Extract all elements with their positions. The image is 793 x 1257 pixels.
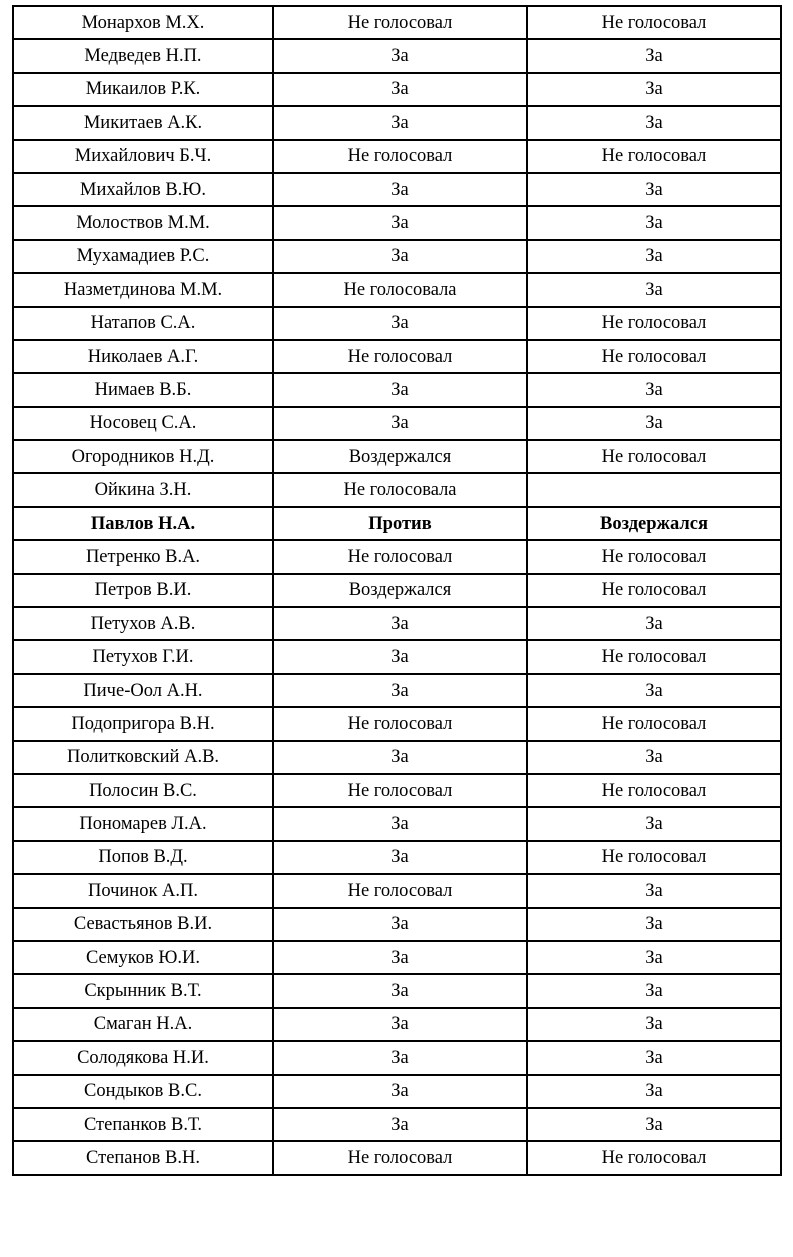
second-vote-cell: Не голосовал [527,841,781,874]
deputy-name-cell: Нимаев В.Б. [13,373,273,406]
deputy-name-cell: Степанков В.Т. [13,1108,273,1141]
second-vote-cell: За [527,373,781,406]
first-vote-cell: За [273,941,527,974]
deputy-name-cell: Пиче-Оол А.Н. [13,674,273,707]
second-vote-cell: За [527,1075,781,1108]
table-row [13,674,781,707]
second-vote-cell: Не голосовал [527,440,781,473]
table-row [13,6,781,39]
table-row [13,140,781,173]
second-vote-cell: За [527,607,781,640]
second-vote-cell [527,473,781,506]
deputy-name-cell: Михайлов В.Ю. [13,173,273,206]
table-row [13,240,781,273]
second-vote-cell: Воздержался [527,507,781,540]
first-vote-cell: За [273,1041,527,1074]
first-vote-cell: За [273,173,527,206]
second-vote-cell: Не голосовал [527,340,781,373]
first-vote-cell: За [273,674,527,707]
first-vote-cell: За [273,106,527,139]
deputy-name-cell: Натапов С.А. [13,307,273,340]
table-row [13,307,781,340]
table-row [13,874,781,907]
deputy-name-cell: Павлов Н.А. [13,507,273,540]
deputy-name-cell: Огородников Н.Д. [13,440,273,473]
deputy-name-cell: Микаилов Р.К. [13,73,273,106]
first-vote-cell: Против [273,507,527,540]
deputy-name-cell: Микитаев А.К. [13,106,273,139]
first-vote-cell: Воздержался [273,574,527,607]
table-row [13,908,781,941]
table-row [13,607,781,640]
second-vote-cell: За [527,240,781,273]
first-vote-cell: За [273,607,527,640]
first-vote-cell: Не голосовал [273,540,527,573]
second-vote-cell: За [527,741,781,774]
vote-table-body [13,6,781,1175]
first-vote-cell: Воздержался [273,440,527,473]
second-vote-cell: За [527,1041,781,1074]
first-vote-cell: Не голосовал [273,1141,527,1174]
first-vote-cell: Не голосовал [273,874,527,907]
table-row [13,373,781,406]
table-row [13,206,781,239]
table-row [13,507,781,540]
first-vote-cell: За [273,1008,527,1041]
first-vote-cell: За [273,974,527,1007]
deputy-name-cell: Петухов Г.И. [13,640,273,673]
table-row [13,841,781,874]
second-vote-cell: За [527,974,781,1007]
first-vote-cell: Не голосовал [273,340,527,373]
deputy-name-cell: Петухов А.В. [13,607,273,640]
table-row [13,1108,781,1141]
deputy-name-cell: Николаев А.Г. [13,340,273,373]
second-vote-cell: Не голосовал [527,140,781,173]
table-row [13,473,781,506]
table-row [13,73,781,106]
first-vote-cell: За [273,1108,527,1141]
deputy-name-cell: Петренко В.А. [13,540,273,573]
deputy-name-cell: Степанов В.Н. [13,1141,273,1174]
table-row [13,1008,781,1041]
deputy-name-cell: Сондыков В.С. [13,1075,273,1108]
table-row [13,941,781,974]
deputy-name-cell: Семуков Ю.И. [13,941,273,974]
deputy-name-cell: Попов В.Д. [13,841,273,874]
deputy-name-cell: Пономарев Л.А. [13,807,273,840]
second-vote-cell: За [527,874,781,907]
first-vote-cell: За [273,741,527,774]
second-vote-cell: Не голосовал [527,774,781,807]
table-row [13,540,781,573]
first-vote-cell: За [273,73,527,106]
first-vote-cell: Не голосовал [273,140,527,173]
second-vote-cell: Не голосовал [527,707,781,740]
first-vote-cell: За [273,407,527,440]
first-vote-cell: За [273,841,527,874]
second-vote-cell: За [527,173,781,206]
deputy-name-cell: Петров В.И. [13,574,273,607]
table-row [13,974,781,1007]
deputy-name-cell: Михайлович Б.Ч. [13,140,273,173]
deputy-name-cell: Носовец С.А. [13,407,273,440]
table-row [13,741,781,774]
first-vote-cell: За [273,240,527,273]
deputy-name-cell: Назметдинова М.М. [13,273,273,306]
second-vote-cell: За [527,941,781,974]
first-vote-cell: За [273,640,527,673]
second-vote-cell: За [527,106,781,139]
deputy-name-cell: Смаган Н.А. [13,1008,273,1041]
table-row [13,707,781,740]
first-vote-cell: Не голосовал [273,774,527,807]
table-row [13,1041,781,1074]
deputy-name-cell: Монархов М.Х. [13,6,273,39]
table-row [13,440,781,473]
table-row [13,273,781,306]
second-vote-cell: За [527,407,781,440]
table-row [13,807,781,840]
table-row [13,774,781,807]
first-vote-cell: За [273,307,527,340]
deputy-name-cell: Солодякова Н.И. [13,1041,273,1074]
table-row [13,39,781,72]
second-vote-cell: За [527,674,781,707]
first-vote-cell: За [273,39,527,72]
deputy-name-cell: Мухамадиев Р.С. [13,240,273,273]
first-vote-cell: Не голосовал [273,707,527,740]
second-vote-cell: За [527,807,781,840]
deputy-name-cell: Медведев Н.П. [13,39,273,72]
table-row [13,574,781,607]
table-row [13,173,781,206]
second-vote-cell: За [527,73,781,106]
deputy-name-cell: Полосин В.С. [13,774,273,807]
second-vote-cell: Не голосовал [527,1141,781,1174]
second-vote-cell: Не голосовал [527,540,781,573]
first-vote-cell: За [273,206,527,239]
second-vote-cell: За [527,1008,781,1041]
deputy-name-cell: Севастьянов В.И. [13,908,273,941]
deputy-name-cell: Политковский А.В. [13,741,273,774]
vote-table [12,5,782,1176]
table-row [13,407,781,440]
first-vote-cell: За [273,373,527,406]
second-vote-cell: За [527,206,781,239]
first-vote-cell: Не голосовала [273,473,527,506]
first-vote-cell: За [273,908,527,941]
second-vote-cell: За [527,1108,781,1141]
table-row [13,640,781,673]
deputy-name-cell: Молоствов М.М. [13,206,273,239]
first-vote-cell: За [273,807,527,840]
first-vote-cell: Не голосовал [273,6,527,39]
deputy-name-cell: Подопригора В.Н. [13,707,273,740]
second-vote-cell: Не голосовал [527,6,781,39]
deputy-name-cell: Скрынник В.Т. [13,974,273,1007]
table-row [13,1141,781,1174]
second-vote-cell: Не голосовал [527,640,781,673]
second-vote-cell: За [527,908,781,941]
second-vote-cell: Не голосовал [527,307,781,340]
table-row [13,340,781,373]
second-vote-cell: Не голосовал [527,574,781,607]
first-vote-cell: За [273,1075,527,1108]
second-vote-cell: За [527,273,781,306]
first-vote-cell: Не голосовала [273,273,527,306]
second-vote-cell: За [527,39,781,72]
table-row [13,1075,781,1108]
deputy-name-cell: Починок А.П. [13,874,273,907]
deputy-name-cell: Ойкина З.Н. [13,473,273,506]
table-row [13,106,781,139]
